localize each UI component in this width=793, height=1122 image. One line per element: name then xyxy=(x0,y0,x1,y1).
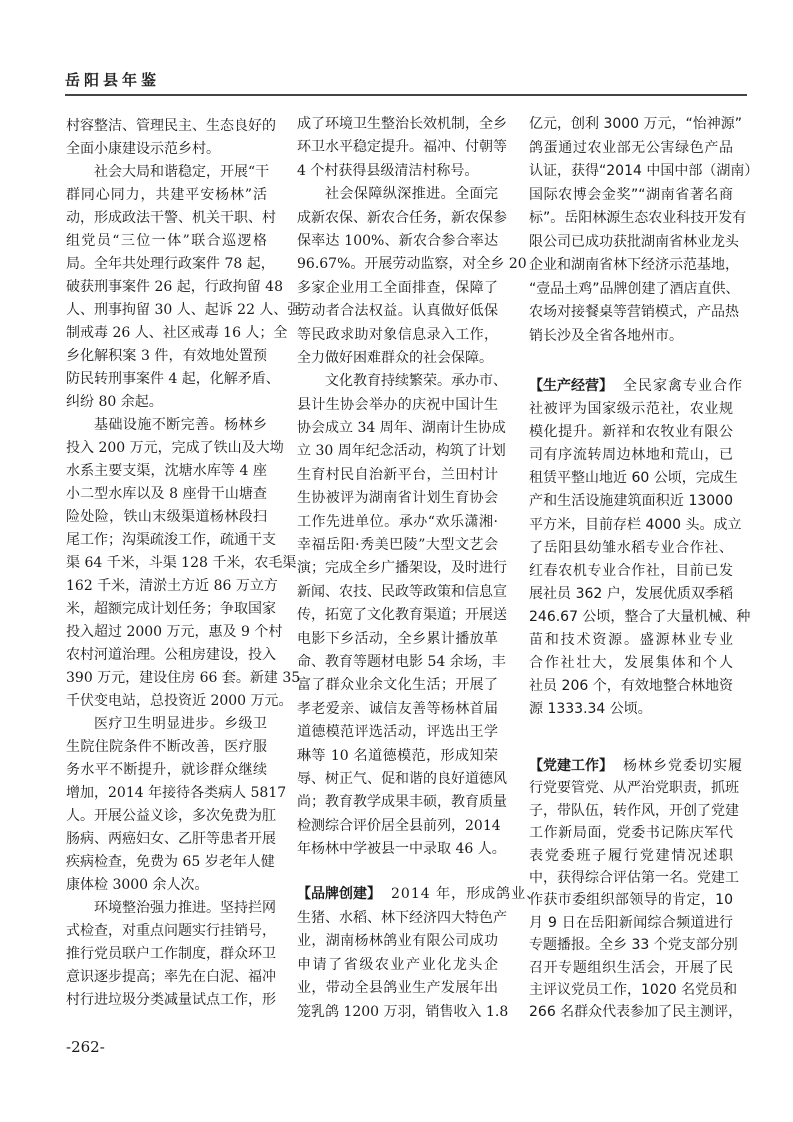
text-line: 千伏变电站，总投资近 2000 万元。 xyxy=(66,693,293,709)
text-line: 鸽蛋通过农业部无公害绿色产品 xyxy=(529,139,733,156)
text-line: 县计生协会举办的庆祝中国计生 xyxy=(297,396,498,413)
text-line: 医疗卫生明显进步。乡级卫 xyxy=(94,716,267,732)
text-line: 租赁平整山地近 60 公顷，完成生 xyxy=(529,470,738,487)
text-line: 等民政求助对象信息录入工作， xyxy=(297,326,498,343)
text-line: 工作先进单位。承办“欢乐潇湘· xyxy=(297,513,498,530)
page-number: -262- xyxy=(66,1038,105,1056)
text-line: 平方米，目前存栏 4000 头。成立 xyxy=(529,516,742,533)
text-line: 劳动者合法权益。认真做好低保 xyxy=(297,303,498,320)
text-line: 申请了省级农业产业化龙头企 xyxy=(297,956,498,973)
text-line: 动，形成政法干警、机关干职、村 xyxy=(66,210,276,226)
text-line: 中，获得综合评估第一名。党建工 xyxy=(529,869,739,886)
text-line: 增加，2014 年接待各类病人 5817 xyxy=(66,785,287,801)
right-column-block xyxy=(529,755,743,1024)
text-line: 工作新局面，党委书记陈庆军代 xyxy=(529,825,733,842)
middle-column-block xyxy=(297,883,542,1025)
text-line: 认证，获得“2014 中国中部（湖南） xyxy=(529,163,759,179)
text-line: 协会成立 34 周年、湖南计生协成 xyxy=(297,420,506,437)
text-line: 尾工作；沟渠疏浚工作，疏通干支 xyxy=(66,532,276,548)
section-paragraph xyxy=(529,375,751,721)
right-column-block xyxy=(529,113,759,348)
text-line: 幸福岳阳·秀美巴陵”大型文艺会 xyxy=(297,537,498,554)
text-line: 行党要管党、从严治党职责，抓班 xyxy=(529,780,739,797)
text-line: 266 名群众代表参加了民主测评， xyxy=(529,1004,743,1021)
text-line: 成新农保、新农合任务，新农保参 xyxy=(297,209,507,226)
text-line: 辱、树正气、促和谐的良好道德风 xyxy=(297,770,507,787)
text-line: 红春农机专业合作社，目前已发 xyxy=(529,562,733,579)
text-line: 纠纷 80 余起。 xyxy=(66,394,163,410)
text-line: 业，带动全县鸽业生产发展年出 xyxy=(297,980,498,997)
paragraph xyxy=(297,370,507,861)
paragraph xyxy=(66,897,276,1012)
text-line: “壹品土鸡”品牌创建了酒店直供、 xyxy=(529,280,740,297)
text-line: 展社员 362 户，发展优质双季稻 xyxy=(529,585,733,602)
text-line: 意识逐步提高；率先在白泥、福冲 xyxy=(66,969,276,985)
text-line: 琳等 10 名道德模范，形成知荣 xyxy=(297,747,498,764)
text-line: 产和生活设施建筑面积近 13000 xyxy=(529,493,733,510)
text-line: 月 9 日在岳阳新闻综合频道进行 xyxy=(529,914,733,931)
text-line: 社员 206 个，有效地整合林地资 xyxy=(529,678,733,695)
running-header-title: 岳阳县年鉴 xyxy=(65,71,161,89)
text-line: 组党员“三位一体”联合巡逻格 xyxy=(66,233,267,249)
text-line: 合作社壮大，发展集体和个人 xyxy=(529,655,733,672)
paragraph xyxy=(66,161,302,414)
text-line: 投入 200 万元，完成了铁山及大坳 xyxy=(66,440,284,456)
text-line: 险处险，铁山末级渠道杨林段扫 xyxy=(66,509,267,525)
text-line: 作获市委组织部领导的肯定，10 xyxy=(529,892,733,909)
section-heading: 【党建工作】 xyxy=(529,758,613,774)
text-line: 农场对接餐桌等营销模式，产品热 xyxy=(529,304,739,320)
text-line xyxy=(529,755,743,777)
line-text: 全民家禽专业合作 xyxy=(623,378,743,394)
text-line: 4 个村获得县级清洁村称号。 xyxy=(297,162,479,179)
text-line: 召开专题组织生活会，开展了民 xyxy=(529,959,733,976)
text-line: 电影下乡活动，全乡累计播放革 xyxy=(297,630,498,647)
text-line: 笼乳鸽 1200 万羽，销售收入 1.8 xyxy=(297,1003,509,1020)
text-line: 社被评为国家级示范社，农业规 xyxy=(529,401,733,418)
text-line: 文化教育持续繁荣。承办市、 xyxy=(325,373,507,390)
text-line: 生协被评为湖南省计划生育协会 xyxy=(297,490,498,507)
text-line: 村容整洁、管理民主、生态良好的 xyxy=(66,118,276,134)
text-line: 尚；教育教学成果丰硕，教育质量 xyxy=(297,794,507,811)
text-line: 基础设施不断完善。杨林乡 xyxy=(94,417,267,433)
text-line: 全力做好困难群众的社会保障。 xyxy=(297,349,493,366)
text-line: 小二型水库以及 8 座骨干山塘查 xyxy=(66,486,267,502)
text-line: 人。开展公益义诊，多次免费为肛 xyxy=(66,808,276,824)
left-column-block xyxy=(66,115,302,1012)
text-line: 制戒毒 26 人、社区戒毒 16 人；全 xyxy=(66,325,288,341)
text-line: 务水平不断提升，就诊群众继续 xyxy=(66,762,267,778)
text-line: 命、教育等题材电影 54 余场，丰 xyxy=(297,653,506,670)
text-line: 了岳阳县幼雏水稻专业合作社、 xyxy=(529,539,733,556)
text-line: 全面小康建设示范乡村。 xyxy=(66,141,220,157)
text-line: 多家企业用工全面排查，保障了 xyxy=(297,279,498,296)
header-rule xyxy=(65,94,747,96)
text-line: 传，拓宽了文化教育渠道；开展送 xyxy=(297,607,507,624)
line-text: 杨林乡党委切实履 xyxy=(623,758,743,774)
section-paragraph xyxy=(529,755,743,1024)
text-line: 社会保障纵深推进。全面完 xyxy=(325,186,498,203)
text-line: 村行进垃圾分类减量试点工作，形 xyxy=(66,992,276,1008)
text-line: 162 千米，清淤土方近 86 万立方 xyxy=(66,578,278,594)
text-line: 业，湖南杨林鸽业有限公司成功 xyxy=(297,933,498,950)
paragraph xyxy=(529,113,759,348)
text-line: 富了群众业余文化生活；开展了 xyxy=(297,677,498,694)
text-line: 康体检 3000 余人次。 xyxy=(66,877,209,893)
text-line: 模化提升。新祥和农牧业有限公 xyxy=(529,424,733,441)
text-line: 生猪、水稻、林下经济四大特色产 xyxy=(297,909,507,926)
text-line: 246.67 公顷，整合了大量机械、种 xyxy=(529,608,751,625)
text-line: 企业和湖南省林下经济示范基地， xyxy=(529,257,739,273)
text-line: 演；完成全乡广播架设，及时进行 xyxy=(297,560,507,577)
text-line: 乡化解积案 3 件，有效地处置预 xyxy=(66,348,267,364)
text-line: 防民转刑事案件 4 起，化解矛盾、 xyxy=(66,371,280,387)
paragraph xyxy=(66,115,276,161)
text-line: 投入超过 2000 万元，惠及 9 个村 xyxy=(66,624,283,640)
text-line: 疾病检查，免费为 65 岁老年人健 xyxy=(66,854,275,870)
text-line xyxy=(529,375,743,398)
text-line: 源 1333.34 公顷。 xyxy=(529,701,652,718)
text-line: 限公司已成功获批湖南省林业龙头 xyxy=(529,233,739,250)
text-line: 人、刑事拘留 30 人、起诉 22 人、强 xyxy=(66,302,302,318)
text-line: 式检查，对重点问题实行挂销号， xyxy=(66,923,276,939)
text-line: 销长沙及全省各地州市。 xyxy=(529,327,683,344)
text-line: 孝老爱亲、诚信友善等杨林首届 xyxy=(297,700,498,717)
paragraph xyxy=(66,713,287,897)
text-line: 米，超额完成计划任务；争取国家 xyxy=(66,601,276,617)
text-line: 96.67%。开展劳动监察，对全乡 20 xyxy=(297,256,527,273)
text-line: 保率达 100%、新农合参合率达 xyxy=(297,232,498,249)
middle-column-block xyxy=(297,113,527,862)
right-column-block xyxy=(529,375,751,721)
text-line: 环境整治强力推进。坚持拦网 xyxy=(94,900,276,916)
text-line: 生育村民自治新平台，兰田村计 xyxy=(297,466,498,483)
text-line: 环卫水平稳定提升。福冲、付朝等 xyxy=(297,139,507,156)
paragraph xyxy=(66,414,301,713)
text-line: 标”。岳阳林源生态农业科技开发有 xyxy=(529,210,747,226)
text-line: 亿元，创利 3000 万元，“怡神源” xyxy=(529,116,743,132)
text-line: 成了环境卫生整治长效机制，全乡 xyxy=(297,116,507,132)
text-line: 水系主要支渠，沈塘水库等 4 座 xyxy=(66,463,267,479)
text-line: 主评议党员工作，1020 名党员和 xyxy=(529,981,738,998)
section-heading: 【生产经营】 xyxy=(529,378,613,394)
text-line: 局。全年共处理行政案件 78 起， xyxy=(66,256,275,272)
text-line: 社会大局和谐稳定，开展“干 xyxy=(94,164,270,180)
paragraph xyxy=(297,183,527,370)
text-line: 推行党员联户工作制度，群众环卫 xyxy=(66,946,276,962)
paragraph xyxy=(297,113,507,183)
text-line: 立 30 周年纪念活动，构筑了计划 xyxy=(297,443,506,460)
text-line: 表党委班子履行党建情况述职 xyxy=(529,847,733,864)
text-line: 生院住院条件不断改善，医疗服 xyxy=(66,739,267,755)
text-line: 渠 64 千米，斗渠 128 千米，农毛渠 xyxy=(66,555,297,571)
text-line: 苗和技术资源。盛源林业专业 xyxy=(529,632,733,649)
text-line: 农村河道治理。公租房建设，投入 xyxy=(66,647,276,663)
text-line: 肠病、两癌妇女、乙肝等患者开展 xyxy=(66,831,276,847)
text-line: 道德模范评选活动，评选出王学 xyxy=(297,724,498,741)
text-line: 司有序流转周边林地和荒山，已 xyxy=(529,447,733,464)
text-line: 新闻、农技、民政等政策和信息宣 xyxy=(297,583,507,600)
text-line: 年杨林中学被县一中录取 46 人。 xyxy=(297,841,506,858)
text-line: 子，带队伍，转作风，开创了党建 xyxy=(529,802,739,819)
text-line: 破获刑事案件 26 起，行政拘留 48 xyxy=(66,279,283,295)
section-paragraph xyxy=(297,883,542,1025)
text-line: 专题播报。全乡 33 个党支部分别 xyxy=(529,937,738,954)
section-heading: 【品牌创建】 xyxy=(297,886,381,902)
line-text: 2014 年，形成鸽业、 xyxy=(391,886,542,902)
text-line: 群同心同力，共建平安杨林”活 xyxy=(66,187,267,203)
text-line: 国际农博会金奖”“湖南省著名商 xyxy=(529,186,733,203)
text-line: 390 万元，建设住房 66 套。新建 35 xyxy=(66,670,301,686)
text-line: 检测综合评价居全县前列，2014 xyxy=(297,817,501,834)
text-line xyxy=(297,883,542,907)
